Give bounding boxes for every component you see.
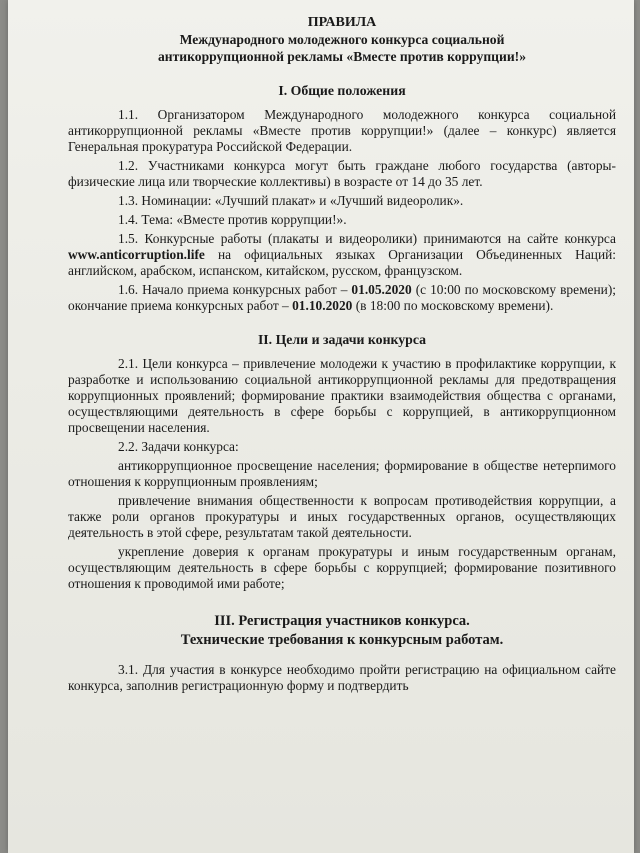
document-title: ПРАВИЛА [307,15,377,30]
paragraph-1-5-text-b: на официальных языках Организации Объединенных Наций: английском, арабском, испанском, китайском, русском, французском. [68,247,616,278]
document-subtitle-line-1: Международного молодежного конкурса социальной [179,32,505,47]
paragraph-1-6 [68,282,616,314]
document-header [68,14,616,65]
paragraph-2-2: 2.2. Задачи конкурса: [118,439,239,454]
section-2-heading: II. Цели и задачи конкурса [257,332,427,347]
paragraph-1-5-text-a: 1.5. Конкурсные работы (плакаты и видеоролики) принимаются на сайте конкурса [118,231,616,246]
paragraph-1-3: 1.3. Номинации: «Лучший плакат» и «Лучший видеоролик». [118,193,464,208]
end-date: 01.10.2020 [292,298,353,313]
section-3-heading-line-1: III. Регистрация участников конкурса. [214,613,470,629]
paragraph-3-1: 3.1. Для участия в конкурсе необходимо пройти регистрацию на официальном сайте конкурса, заполнив регистрационную форму и подтвердить [68,662,616,693]
section-3-heading-line-2: Технические требования к конкурсным работам. [180,632,504,648]
section-1-heading: I. Общие положения [278,83,406,98]
paragraph-2-1: 2.1. Цели конкурса – привлечение молодежи к участию в профилактике коррупции, к разработке и использованию социальной антикоррупционной рекламы для предотвращения коррупционных проявлений; формирование практики взаимодействия общества с органами, осуществляющими деятельность в сфере борьбы с коррупцией, в антикоррупционном просвещении населения. [68,356,616,435]
paragraph-1-6-text-b: (с 10:00 по московскому времени); окончание приема конкурсных работ – [68,282,616,313]
task-item-2: привлечение внимания общественности к вопросам противодействия коррупции, а также роли органов прокуратуры и иных государственных органов, осуществляющих деятельность в этой сфере, результатам такой деятельности. [68,493,616,540]
paragraph-1-6-text-c: (в 18:00 по московскому времени). [352,298,554,313]
paragraph-1-1: 1.1. Организатором Международного молодежного конкурса социальной антикоррупционной рекламы «Вместе против коррупции!» (далее – конкурс) является Генеральная прокуратура Российской Федерации. [68,107,616,154]
task-item-1: антикоррупционное просвещение населения; формирование в обществе нетерпимого отношения к коррупционным проявлениям; [68,458,616,489]
paragraph-1-2: 1.2. Участниками конкурса могут быть граждане любого государства (авторы-физические лица или творческие коллективы) в возрасте от 14 до 35 лет. [68,158,616,189]
start-date: 01.05.2020 [351,282,412,297]
section-3-heading [68,612,616,650]
paragraph-1-5 [68,231,616,279]
document-sheet [8,0,634,853]
task-item-3: укрепление доверия к органам прокуратуры и иным государственным органам, осуществляющим деятельность в сфере борьбы с коррупцией; формирование позитивного отношения к проводимой ими работе; [68,544,616,591]
paragraph-1-4: 1.4. Тема: «Вместе против коррупции!». [118,212,347,227]
paragraph-1-6-text-a: 1.6. Начало приема конкурсных работ – [118,282,352,297]
document-subtitle-line-2: антикоррупционной рекламы «Вместе против коррупции!» [157,49,526,64]
document-content [68,14,616,697]
contest-website: www.anticorruption.life [68,247,205,262]
